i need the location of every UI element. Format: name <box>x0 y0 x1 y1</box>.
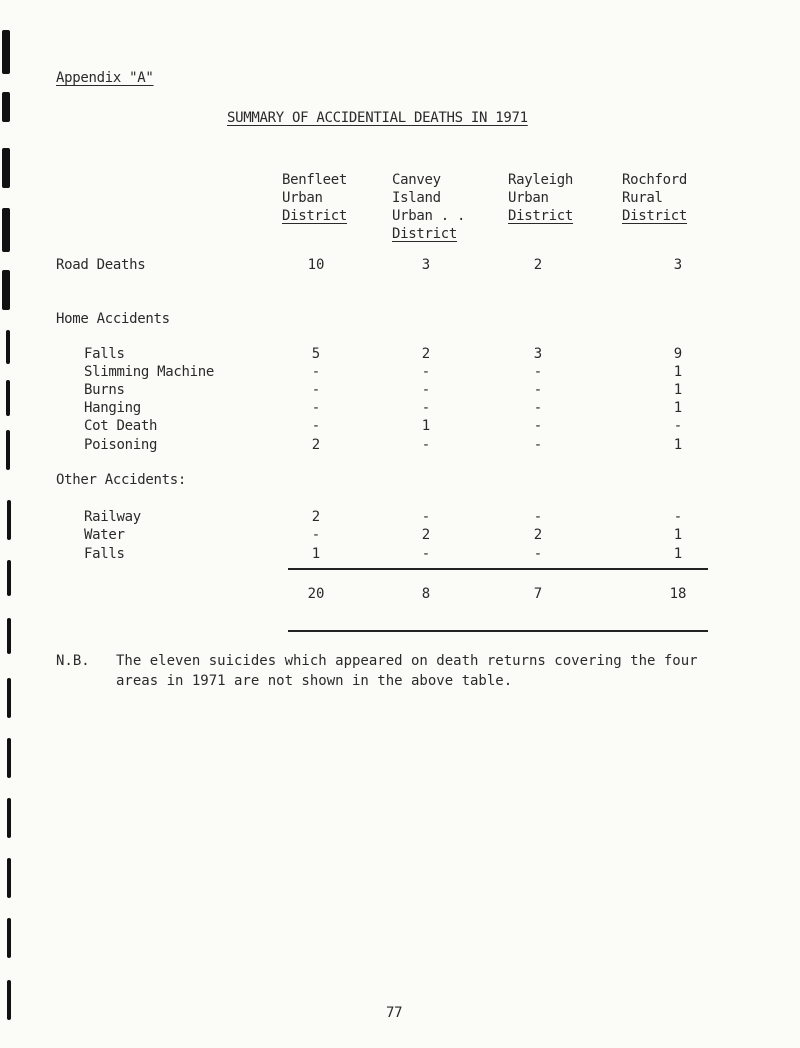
cell-value: - <box>673 418 683 434</box>
binding-mark <box>2 30 10 74</box>
binding-mark <box>7 858 11 898</box>
cell-value: - <box>421 546 431 562</box>
cell-value: 3 <box>673 257 683 273</box>
column-header-line: Island <box>392 190 441 206</box>
cell-value: 1 <box>421 418 431 434</box>
cell-value: 2 <box>533 257 543 273</box>
row-label: Slimming Machine <box>84 364 215 380</box>
cell-value: 3 <box>421 257 431 273</box>
cell-value: 2 <box>421 527 431 543</box>
row-label: Cot Death <box>84 418 158 434</box>
cell-value: - <box>311 418 321 434</box>
row-label: Water <box>84 527 125 543</box>
cell-value: - <box>673 509 683 525</box>
binding-mark <box>7 918 11 958</box>
column-header-line: District <box>508 208 574 224</box>
binding-mark <box>7 980 11 1020</box>
cell-value: - <box>533 509 543 525</box>
binding-mark <box>2 148 10 188</box>
cell-value: 2 <box>421 346 431 362</box>
row-label: Hanging <box>84 400 141 416</box>
column-header-line: District <box>282 208 348 224</box>
binding-mark <box>2 92 10 122</box>
row-label: Burns <box>84 382 125 398</box>
cell-value: - <box>533 364 543 380</box>
section-heading-other-accidents: Other Accidents: <box>56 472 187 488</box>
cell-value: 3 <box>533 346 543 362</box>
cell-value: - <box>421 509 431 525</box>
cell-value: 2 <box>533 527 543 543</box>
column-header-line: District <box>622 208 688 224</box>
cell-value: 1 <box>673 437 683 453</box>
row-label: Poisoning <box>84 437 158 453</box>
cell-value: - <box>421 400 431 416</box>
binding-mark <box>7 560 11 596</box>
column-header-line: Benfleet <box>282 172 348 188</box>
section-heading-home-accidents: Home Accidents <box>56 311 170 327</box>
page-title: SUMMARY OF ACCIDENTIAL DEATHS IN 1971 <box>227 110 528 126</box>
cell-value: - <box>311 400 321 416</box>
cell-value: - <box>421 437 431 453</box>
cell-value: 1 <box>673 400 683 416</box>
cell-value: 2 <box>311 509 321 525</box>
column-header-line: Rochford <box>622 172 688 188</box>
total-value: 18 <box>669 586 687 602</box>
cell-value: 1 <box>311 546 321 562</box>
column-header-line: Canvey <box>392 172 441 188</box>
cell-value: 1 <box>673 364 683 380</box>
row-label: Road Deaths <box>56 257 146 273</box>
cell-value: 1 <box>673 546 683 562</box>
cell-value: - <box>533 546 543 562</box>
cell-value: 1 <box>673 382 683 398</box>
binding-mark <box>7 738 11 778</box>
cell-value: - <box>533 418 543 434</box>
cell-value: - <box>533 382 543 398</box>
cell-value: - <box>311 527 321 543</box>
binding-mark <box>7 500 11 540</box>
binding-mark <box>2 270 10 310</box>
total-value: 8 <box>421 586 431 602</box>
cell-value: 1 <box>673 527 683 543</box>
footnote-line: areas in 1971 are not shown in the above table. <box>116 673 513 689</box>
page-number: 77 <box>386 1005 403 1021</box>
cell-value: - <box>533 437 543 453</box>
column-header-line: Urban <box>508 190 549 206</box>
row-label: Falls <box>84 346 125 362</box>
cell-value: - <box>533 400 543 416</box>
cell-value: - <box>311 364 321 380</box>
column-header-line: Rural <box>622 190 663 206</box>
cell-value: 10 <box>307 257 325 273</box>
cell-value: - <box>421 382 431 398</box>
total-rule-bottom <box>288 630 708 632</box>
cell-value: 9 <box>673 346 683 362</box>
binding-mark <box>6 330 10 364</box>
binding-mark <box>6 430 10 470</box>
binding-mark <box>7 798 11 838</box>
cell-value: - <box>421 364 431 380</box>
column-header-line: Urban <box>282 190 323 206</box>
total-value: 7 <box>533 586 543 602</box>
row-label: Falls <box>84 546 125 562</box>
binding-mark <box>6 380 10 416</box>
column-header-line: Urban . . <box>392 208 466 224</box>
cell-value: 5 <box>311 346 321 362</box>
binding-mark <box>7 678 11 718</box>
cell-value: 2 <box>311 437 321 453</box>
cell-value: - <box>311 382 321 398</box>
total-value: 20 <box>307 586 325 602</box>
footnote-line: The eleven suicides which appeared on death returns covering the four <box>116 653 698 669</box>
row-label: Railway <box>84 509 141 525</box>
footnote-marker: N.B. <box>56 653 90 669</box>
total-rule-top <box>288 568 708 570</box>
column-header-line: Rayleigh <box>508 172 574 188</box>
appendix-label: Appendix "A" <box>56 70 154 86</box>
column-header-line: District <box>392 226 458 242</box>
binding-mark <box>2 208 10 252</box>
binding-mark <box>7 618 11 654</box>
